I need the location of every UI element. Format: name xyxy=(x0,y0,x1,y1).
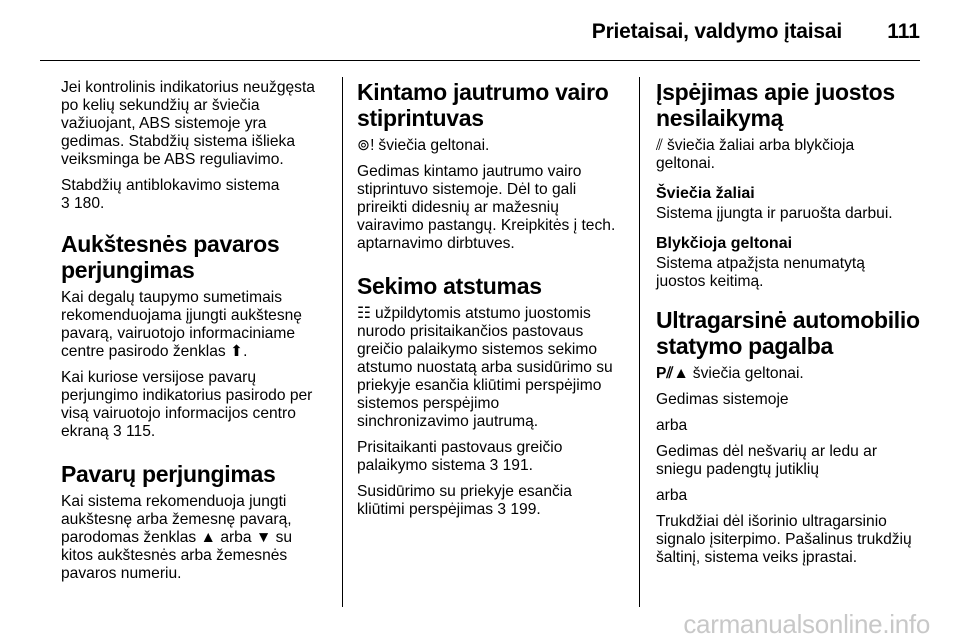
column-3 xyxy=(656,79,926,575)
column-1 xyxy=(61,79,327,591)
following-distance-text: užpildytomis atstumo juostomis nurodo prisitaikančios pastovaus greičio palaikymo sistemos sekimo atstumo nuostatą arba susidūrimo su priekyje esančia kliūtimi perspėjimo sistemos perspėjimo sinchronizavimo jautrumą. xyxy=(357,305,613,430)
interference-paragraph: Trukdžiai dėl išorinio ultragarsinio signalo įsiterpimo. Pašalinus trukdžių šaltinį, sistema veiks įprastai. xyxy=(656,513,912,566)
dirty-sensors-paragraph: Gedimas dėl nešvarių ar ledu ar sniegu padengtų jutiklių xyxy=(656,443,878,478)
fault-paragraph: Gedimas sistemoje xyxy=(656,391,789,408)
or-text-1: arba xyxy=(656,417,688,434)
header-rule xyxy=(40,60,920,61)
park-assist-status-text: šviečia geltonai. xyxy=(692,365,804,382)
lane-departure-heading: Įspėjimas apie juostos nesilaikymą xyxy=(656,79,895,131)
vehicle-ahead-icon: ☷ xyxy=(357,305,371,322)
acc-reference-paragraph: Prisitaikanti pastovaus greičio palaikymo sistema 3 191. xyxy=(357,439,563,474)
gear-shift-heading: Pavarų perjungimas xyxy=(61,461,276,487)
column-2 xyxy=(357,79,627,527)
following-distance-heading: Sekimo atstumas xyxy=(357,273,542,299)
lane-departure-status-line xyxy=(656,137,926,173)
power-steering-status-line xyxy=(357,137,627,155)
power-steering-fault-paragraph: Gedimas kintamo jautrumo vairo stiprintuvo sistemoje. Dėl to gali prireikti didesnių ar mažesnių vairavimo pastangų. Kreipkitės į tech. aptarnavimo dirbtuves. xyxy=(357,163,616,252)
collision-reference-paragraph: Susidūrimo su priekyje esančia kliūtimi perspėjimas 3 199. xyxy=(357,483,572,518)
page-number: 111 xyxy=(887,20,920,43)
upshift-heading: Aukštesnės pavaros perjungimas xyxy=(61,231,280,283)
power-steering-heading: Kintamo jautrumo vairo stiprintuvas xyxy=(357,79,609,131)
column-divider-2 xyxy=(639,77,640,607)
park-assist-icon: P⫽▲ xyxy=(656,365,689,382)
or-text-2: arba xyxy=(656,487,688,504)
lane-departure-status-text: šviečia žaliai arba blykčioja geltonai. xyxy=(656,137,855,172)
abs-warning-paragraph: Jei kontrolinis indikatorius neužgęsta po kelių sekundžių ar šviečia važiuojant, ABS sistemoje yra gedimas. Stabdžių sistema išlieka veiksminga be ABS reguliavimo. xyxy=(61,79,315,168)
green-status-paragraph: Sistema įjungta ir paruošta darbui. xyxy=(656,205,893,222)
park-assist-heading: Ultragarsinė automobilio statymo pagalba xyxy=(656,307,920,359)
following-distance-paragraph xyxy=(357,305,627,431)
green-status-heading: Šviečia žaliai xyxy=(656,185,755,202)
page-header-title: Prietaisai, valdymo įtaisai xyxy=(591,20,842,43)
power-steering-status-text: šviečia geltonai. xyxy=(378,137,490,154)
watermark: carmanualsonline.info xyxy=(683,609,930,639)
yellow-flash-paragraph: Sistema atpažįsta nenumatytą juostos keitimą. xyxy=(656,255,865,290)
park-assist-status-line xyxy=(656,365,926,383)
gear-shift-paragraph: Kai sistema rekomenduoja jungti aukštesnę arba žemesnę pavarą, parodomas ženklas ▲ arba ▼ su kitos aukštesnės arba žemesnės pavaros numeriu. xyxy=(61,493,293,582)
yellow-flash-heading: Blykčioja geltonai xyxy=(656,235,793,252)
upshift-paragraph: Kai degalų taupymo sumetimais rekomenduojama įjungti aukštesnę pavarą, vairuotojo informaciniame centre pasirodo ženklas ⬆. xyxy=(61,289,302,360)
upshift-fullscreen-paragraph: Kai kuriose versijose pavarų perjungimo indikatorius pasirodo per visą vairuotojo informacijos centro ekraną 3 115. xyxy=(61,369,313,440)
lane-departure-icon: ⫽ xyxy=(656,137,663,154)
power-steering-icon: ⊚! xyxy=(357,137,375,154)
abs-reference-paragraph: Stabdžių antiblokavimo sistema 3 180. xyxy=(61,177,280,212)
column-divider-1 xyxy=(342,77,343,607)
